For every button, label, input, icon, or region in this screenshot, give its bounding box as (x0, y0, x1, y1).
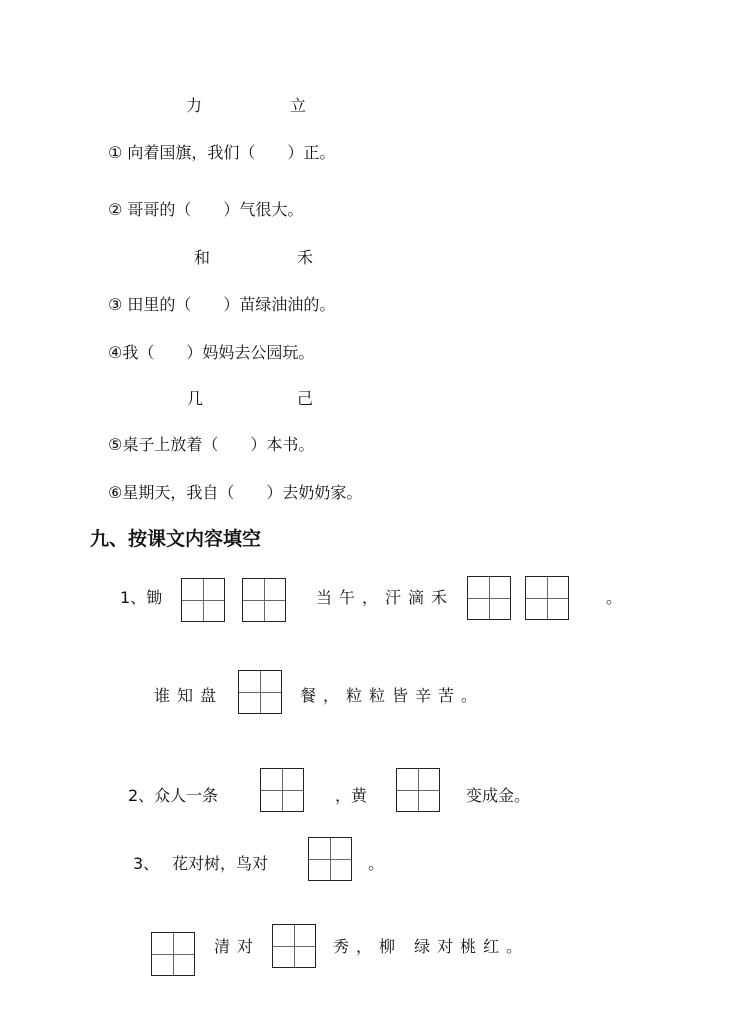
section-title: 九、按课文内容填空 (90, 528, 262, 550)
answer-box[interactable] (467, 576, 511, 620)
q2-prefix: 2、众人一条 (128, 786, 219, 805)
sentence-4: ④我（ ）妈妈去公园玩。 (108, 343, 315, 362)
q3-line2-suffix: 秀，柳 绿对桃红。 (333, 937, 530, 956)
answer-box[interactable] (242, 578, 286, 622)
answer-box[interactable] (181, 578, 225, 622)
char-option-a: 几 (187, 389, 204, 408)
q1-end: 。 (606, 588, 623, 607)
char-option-a: 力 (186, 96, 203, 115)
q2-mid: ，黄 (335, 786, 368, 805)
sentence-1: ① 向着国旗，我们（ ）正。 (108, 143, 336, 162)
sentence-2: ② 哥哥的（ ）气很大。 (108, 200, 304, 219)
q3-text: 花对树，鸟对 (172, 854, 269, 873)
q1-mid: 当午，汗滴禾 (316, 588, 455, 607)
answer-box[interactable] (238, 670, 282, 714)
q3-prefix: 3、 (133, 854, 160, 873)
sentence-6: ⑥星期天，我自（ ）去奶奶家。 (108, 483, 363, 502)
q1-prefix: 1、锄 (120, 588, 163, 607)
q3-end: 。 (368, 854, 385, 873)
q1-line2-suffix: 餐，粒粒皆辛苦。 (300, 686, 485, 705)
answer-box[interactable] (396, 768, 440, 812)
answer-box[interactable] (308, 837, 352, 881)
sentence-5: ⑤桌子上放着（ ）本书。 (108, 435, 315, 454)
char-option-b: 禾 (297, 248, 314, 267)
answer-box[interactable] (260, 768, 304, 812)
answer-box[interactable] (151, 932, 195, 976)
q1-line2-prefix: 谁知盘 (154, 686, 224, 705)
char-option-b: 己 (297, 389, 314, 408)
q2-suffix: 变成金。 (466, 786, 531, 805)
char-option-a: 和 (194, 248, 211, 267)
sentence-3: ③ 田里的（ ）苗绿油油的。 (108, 295, 336, 314)
answer-box[interactable] (272, 924, 316, 968)
answer-box[interactable] (525, 576, 569, 620)
q3-line2-mid: 清对 (214, 937, 261, 956)
char-option-b: 立 (290, 96, 307, 115)
